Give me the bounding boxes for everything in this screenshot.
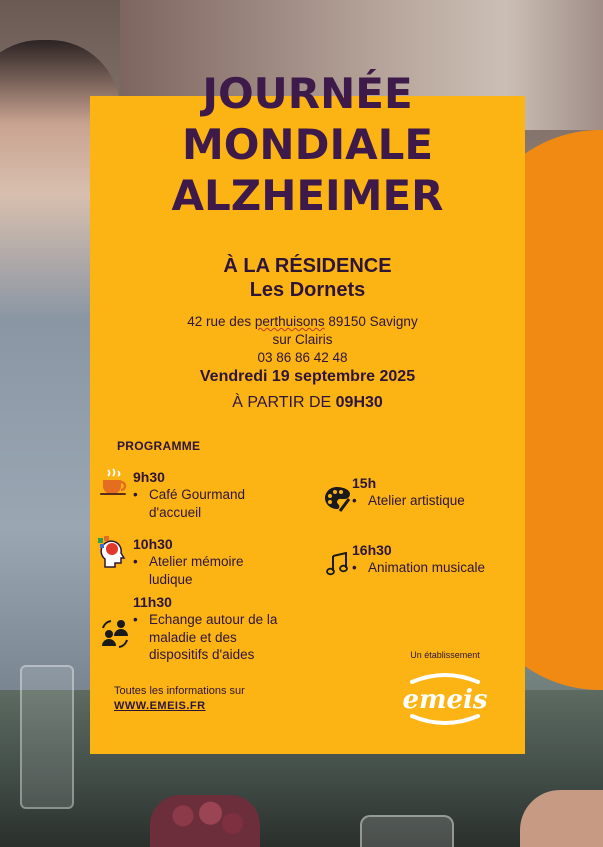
item-desc-line: • Atelier mémoire: [149, 554, 244, 569]
emeis-logo-text: emeis: [402, 685, 488, 715]
address-line-1: [150, 313, 455, 331]
website-link[interactable]: WWW.EMEIS.FR: [114, 700, 206, 712]
address-start: 42 rue des: [187, 314, 255, 329]
item-description: [352, 559, 485, 577]
item-description: [352, 492, 465, 510]
info-block: [114, 684, 245, 714]
address-line-2: sur Clairis: [272, 332, 333, 347]
title-line-3: ALZHEIMER: [171, 171, 444, 220]
background-grapes: [150, 795, 260, 847]
background-glass: [20, 665, 74, 809]
emeis-logo: [400, 668, 490, 730]
residence-block: [90, 254, 525, 302]
item-time: 10h30: [133, 536, 173, 552]
time-prefix: À PARTIR DE: [232, 394, 336, 411]
time-value: 09H30: [335, 394, 383, 411]
address-street: perthuisons: [254, 314, 325, 329]
item-desc-line: • Café Gourmand: [149, 487, 246, 502]
event-date: Vendredi 19 septembre 2025: [199, 368, 416, 385]
title-line-1: JOURNÉE: [202, 69, 413, 118]
music-note-icon: [326, 552, 348, 576]
item-time: 9h30: [133, 469, 165, 485]
programme-heading: PROGRAMME: [117, 439, 201, 453]
info-text: Toutes les informations sur: [114, 685, 245, 697]
residence-name: Les Dornets: [249, 279, 366, 301]
programme-item-4: [352, 475, 465, 510]
item-desc-line: maladie et des: [149, 629, 237, 645]
item-description: [133, 553, 244, 588]
programme-item-1: [133, 469, 245, 521]
poster-title: [90, 68, 525, 221]
item-desc-line: ludique: [149, 571, 193, 587]
brain-head-icon: [97, 535, 129, 569]
programme-item-3: [133, 594, 277, 664]
item-time: 11h30: [133, 594, 172, 610]
coffee-cup-icon: [99, 468, 131, 496]
event-time: [90, 394, 525, 412]
item-desc-line: d'accueil: [149, 504, 202, 520]
programme-item-2: [133, 536, 244, 588]
item-time: 16h30: [352, 542, 392, 558]
item-desc-line: • Animation musicale: [368, 560, 486, 575]
background-bowl: [360, 815, 454, 847]
item-description: [133, 486, 245, 521]
item-desc-line: dispositifs d'aides: [149, 647, 255, 662]
item-desc-line: • Echange autour de la: [149, 612, 278, 627]
palette-icon: [322, 485, 352, 513]
people-exchange-icon: [99, 618, 131, 650]
address-city: 89150 Savigny: [324, 314, 418, 329]
address-block: [150, 313, 455, 367]
etablissement-label: Un établissement: [410, 650, 480, 660]
residence-line-1: À LA RÉSIDENCE: [223, 255, 392, 277]
title-line-2: MONDIALE: [181, 120, 434, 169]
programme-item-5: [352, 542, 485, 577]
item-description: [133, 611, 277, 664]
item-desc-line: • Atelier artistique: [368, 493, 465, 508]
phone-number: 03 86 86 42 48: [257, 350, 348, 365]
item-time: 15h: [352, 475, 377, 491]
